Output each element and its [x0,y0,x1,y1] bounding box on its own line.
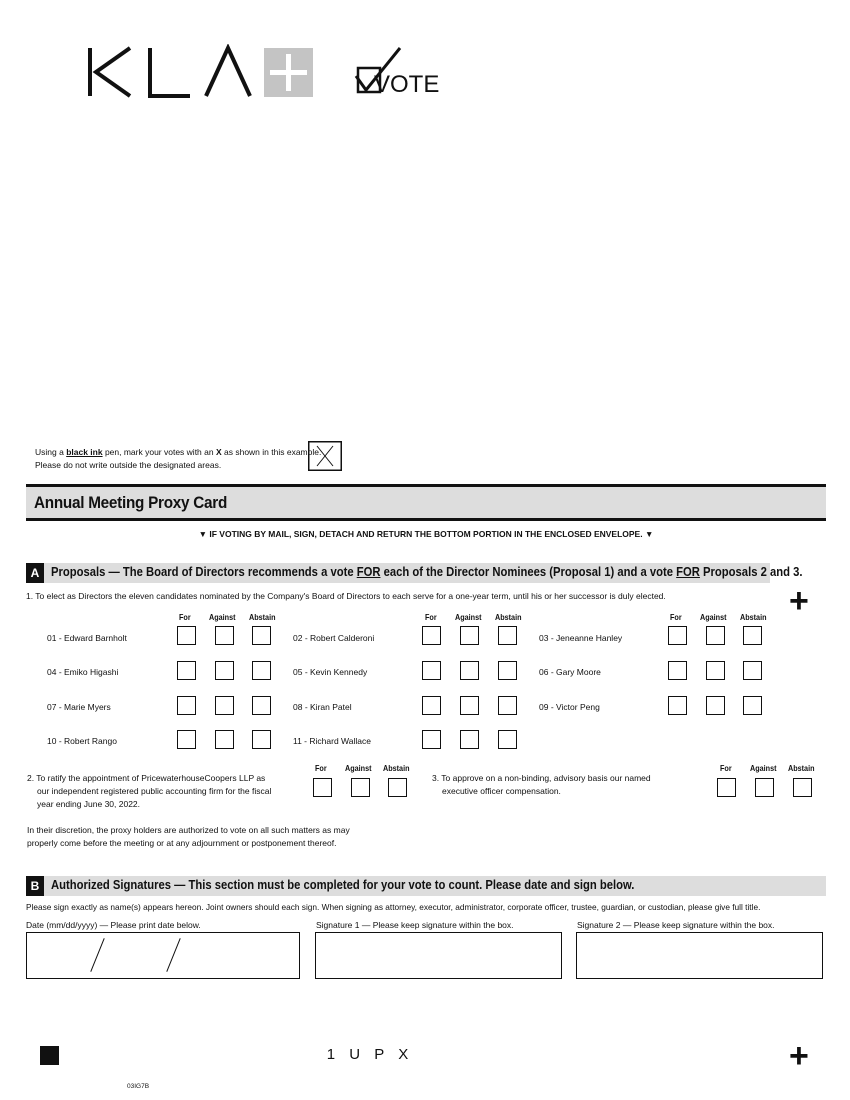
nominee-label: 11 - Richard Wallace [293,736,371,746]
vote-abstain-checkbox[interactable] [498,626,517,645]
vote-for-checkbox[interactable] [177,661,196,680]
col-header-against: Against [700,612,727,622]
vote-abstain-checkbox[interactable] [498,696,517,715]
vote-against-checkbox[interactable] [706,626,725,645]
section-b-letter: B [26,876,44,896]
col-header-for: For [315,763,327,773]
vote-for-checkbox[interactable] [422,626,441,645]
section-a-title-part: Proposals 2 and 3. [699,565,803,579]
vote-against-checkbox[interactable] [460,696,479,715]
nominee-label: 03 - Jeneanne Hanley [539,633,623,643]
proposal-3-against-checkbox[interactable] [755,778,774,797]
signature-1-box[interactable] [315,932,562,979]
proposal-3-text [432,772,651,798]
instr-x: X [215,447,222,457]
nominee-label: 06 - Gary Moore [539,667,601,677]
col-header-abstain: Abstain [495,612,522,622]
proposal-3-line: 3. To approve on a non-binding, advisory basis our named [432,773,651,783]
vote-for-checkbox[interactable] [177,626,196,645]
instr-text: pen, mark your votes with an [102,447,216,457]
date-input-box[interactable] [26,932,300,979]
col-header-against: Against [750,763,777,773]
col-header-for: For [179,612,191,622]
col-header-abstain: Abstain [383,763,410,773]
proposal-2-line: year ending June 30, 2022. [37,799,141,809]
section-b-title: Authorized Signatures — This section must be completed for your vote to count. Please date and sign below. [51,878,635,892]
vote-against-checkbox[interactable] [215,661,234,680]
vote-abstain-checkbox[interactable] [743,661,762,680]
proxy-card-title-bar [26,484,826,521]
vote-against-checkbox[interactable] [215,696,234,715]
date-field-label: Date (mm/dd/yyyy) — Please print date below. [26,920,201,930]
marking-instructions [35,446,321,471]
date-separator [166,938,180,972]
instr-line2: Please do not write outside the designated areas. [35,459,222,470]
proposal-2-for-checkbox[interactable] [313,778,332,797]
vote-against-checkbox[interactable] [215,730,234,749]
proposal-1-text: 1. To elect as Directors the eleven candidates nominated by the Company's Board of Directors to each serve for a one-year term, until his or her successor is duly elected. [26,591,666,601]
vote-abstain-checkbox[interactable] [252,696,271,715]
col-header-against: Against [455,612,482,622]
instr-text: as shown in this example. [221,447,322,457]
crop-mark-plus-icon: + [789,1037,809,1075]
signature-instructions: Please sign exactly as name(s) appears hereon. Joint owners should each sign. When signing as attorney, executor, administrator, corporate officer, trustee, guardian, or custodian, please give full title. [26,902,761,912]
section-a-title-for: FOR [356,565,381,579]
nominee-label: 07 - Marie Myers [47,702,111,712]
nominee-label: 08 - Kiran Patel [293,702,352,712]
instr-black-ink: black ink [66,447,103,457]
vote-abstain-checkbox[interactable] [498,661,517,680]
proposal-2-line: 2. To ratify the appointment of PricewaterhouseCoopers LLP as [27,773,266,783]
vote-for-checkbox[interactable] [422,696,441,715]
tiny-form-id: 03IG7B [127,1083,150,1090]
kla-logo [86,44,316,100]
instr-text: Using a [35,447,67,457]
vote-for-checkbox[interactable] [422,661,441,680]
date-separator [90,938,104,972]
vote-against-checkbox[interactable] [460,626,479,645]
vote-against-checkbox[interactable] [706,696,725,715]
section-a-title-part: each of the Director Nominees (Proposal 1) and a vote [380,565,677,579]
proposal-2-text [27,772,271,811]
vote-abstain-checkbox[interactable] [252,730,271,749]
section-b-header [26,876,826,896]
vote-against-checkbox[interactable] [706,661,725,680]
nominee-label: 02 - Robert Calderoni [293,633,375,643]
col-header-abstain: Abstain [740,612,767,622]
proposal-3-line: executive officer compensation. [442,786,561,796]
vote-logo [352,44,442,100]
nominee-label: 09 - Victor Peng [539,702,600,712]
col-header-for: For [425,612,437,622]
proposal-3-abstain-checkbox[interactable] [793,778,812,797]
vote-abstain-checkbox[interactable] [252,661,271,680]
registration-square [40,1046,59,1065]
vote-for-checkbox[interactable] [668,626,687,645]
proxy-card-title: Annual Meeting Proxy Card [34,493,228,512]
section-a-title [51,565,802,579]
form-code: 1 U P X [326,1046,414,1063]
example-x-box [308,441,342,471]
vote-against-checkbox[interactable] [460,661,479,680]
vote-for-checkbox[interactable] [177,696,196,715]
vote-against-checkbox[interactable] [215,626,234,645]
col-header-against: Against [345,763,372,773]
col-header-abstain: Abstain [249,612,276,622]
vote-abstain-checkbox[interactable] [743,696,762,715]
proposal-2-against-checkbox[interactable] [351,778,370,797]
vote-against-checkbox[interactable] [460,730,479,749]
nominee-label: 01 - Edward Barnholt [47,633,127,643]
signature-1-label: Signature 1 — Please keep signature within the box. [316,920,514,930]
vote-for-checkbox[interactable] [177,730,196,749]
discretion-line: In their discretion, the proxy holders are authorized to vote on all such matters as may [27,825,350,835]
col-header-against: Against [209,612,236,622]
vote-for-checkbox[interactable] [422,730,441,749]
section-a-header [26,563,803,583]
discretion-text [27,824,350,850]
col-header-for: For [670,612,682,622]
vote-for-checkbox[interactable] [668,661,687,680]
signature-2-label: Signature 2 — Please keep signature within the box. [577,920,775,930]
nominee-label: 05 - Kevin Kennedy [293,667,368,677]
section-a-title-part: Proposals — The Board of Directors recommends a vote [51,565,357,579]
section-a-letter: A [26,563,44,583]
proposal-2-line: our independent registered public accounting firm for the fiscal [37,786,272,796]
col-header-abstain: Abstain [788,763,815,773]
vote-logo-text: VOTE [374,71,440,98]
nominee-label: 04 - Emiko Higashi [47,667,119,677]
crop-mark-plus-icon: + [789,582,809,620]
col-header-for: For [720,763,732,773]
signature-2-box[interactable] [576,932,823,979]
proposal-2-abstain-checkbox[interactable] [388,778,407,797]
vote-for-checkbox[interactable] [668,696,687,715]
discretion-line: properly come before the meeting or at any adjournment or postponement thereof. [27,838,337,848]
vote-abstain-checkbox[interactable] [498,730,517,749]
mail-instructions: ▼ IF VOTING BY MAIL, SIGN, DETACH AND RETURN THE BOTTOM PORTION IN THE ENCLOSED ENVELOPE. ▼ [198,529,654,539]
proposal-3-for-checkbox[interactable] [717,778,736,797]
vote-abstain-checkbox[interactable] [252,626,271,645]
nominee-label: 10 - Robert Rango [47,736,117,746]
vote-abstain-checkbox[interactable] [743,626,762,645]
section-a-title-for: FOR [676,565,700,579]
